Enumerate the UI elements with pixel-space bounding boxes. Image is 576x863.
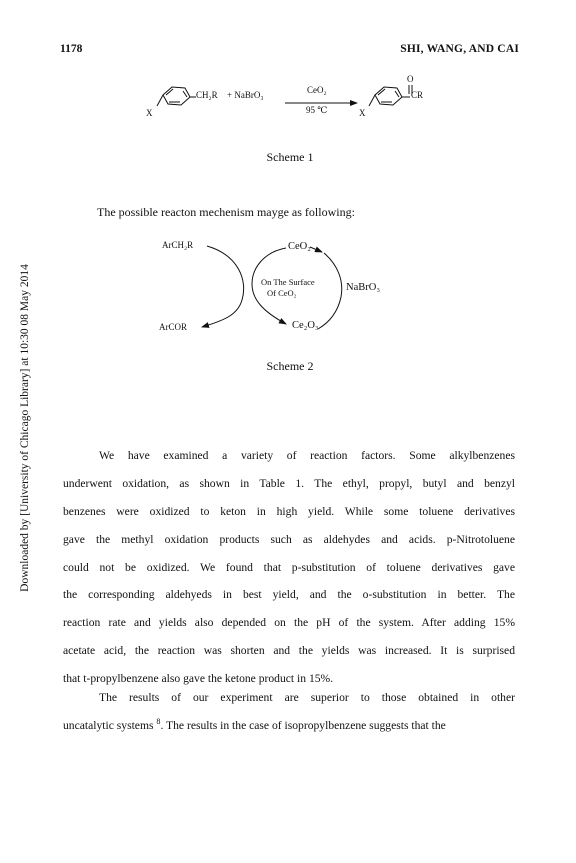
paragraph-line: gave the methyl oxidation products such as aldehydes and acids. p-Nitrotoluene [63,532,515,546]
download-watermark: Downloaded by [University of Chicago Library] at 10:30 08 May 2014 [19,264,31,592]
carbonyl-oxygen: O [407,74,414,84]
paragraph-line: reaction rate and yields also depended on the pH of the system. After adding 15% [63,616,515,630]
reactant-benzene-ring [157,87,196,106]
body-paragraph-2 [63,684,515,740]
paragraph-line: underwent oxidation, as shown in Table 1. The ethyl, propyl, butyl and benzyl [63,476,515,490]
product-substituent-x: X [359,108,366,118]
mechanism-intro: The possible reacton mechenism mayge as following: [97,205,355,219]
citation-text: uncatalytic systems [63,718,154,732]
product-benzene-ring [369,85,412,106]
substrate-arch2r: ArCH₂R [162,240,194,250]
paragraph-line: the corresponding aldehyeds in best yield, and the o-substitution in better. The [63,588,515,602]
reaction-temperature: 95 ℃ [306,105,328,115]
scheme1-caption: Scheme 1 [266,150,314,164]
paragraph-line: We have examined a variety of reaction factors. Some alkylbenzenes [99,449,515,462]
paragraph-line: acetate acid, the reaction was shorten and the yields was increased. It is surprised [63,644,515,658]
surface-label-line2: Of CeO₂ [267,288,297,298]
paragraph-line: that t-propylbenzene also gave the ketone product in 15%. [63,672,334,686]
running-header-authors: SHI, WANG, AND CAI [400,43,519,55]
oxidant-ceo2: CeO₂ [288,241,311,252]
catalyst-ceo2: CeO₂ [307,85,327,95]
product-arcor: ArCOR [159,322,188,332]
regenerant-nabro3: NaBrO₃ [346,282,380,293]
body-paragraph-1 [63,442,515,693]
scheme2-caption: Scheme 2 [266,359,314,373]
paragraph-line: could not be oxidized. We found that p-substitution of toluene derivatives gave [63,560,515,574]
paragraph-line: benzenes were oxidized to keton in high yield. While some toluene derivatives [63,504,515,518]
product-group: CR [411,90,424,100]
surface-label-line1: On The Surface [261,277,315,287]
reagent-nabro3: + NaBrO₃ [227,90,264,100]
paragraph-line: The results of our experiment are superior to those obtained in other [99,691,515,704]
page-number: 1178 [60,43,83,55]
reduced-ce2o3: Ce₂O₃ [292,320,319,331]
reactant-substituent-x: X [146,108,153,118]
citation-continuation: . The results in the case of isopropylbenzene suggests that the [160,718,446,732]
citation-ref: 8 [156,716,161,726]
reactant-group: CH₂R [196,90,218,100]
paragraph-line [63,712,515,740]
